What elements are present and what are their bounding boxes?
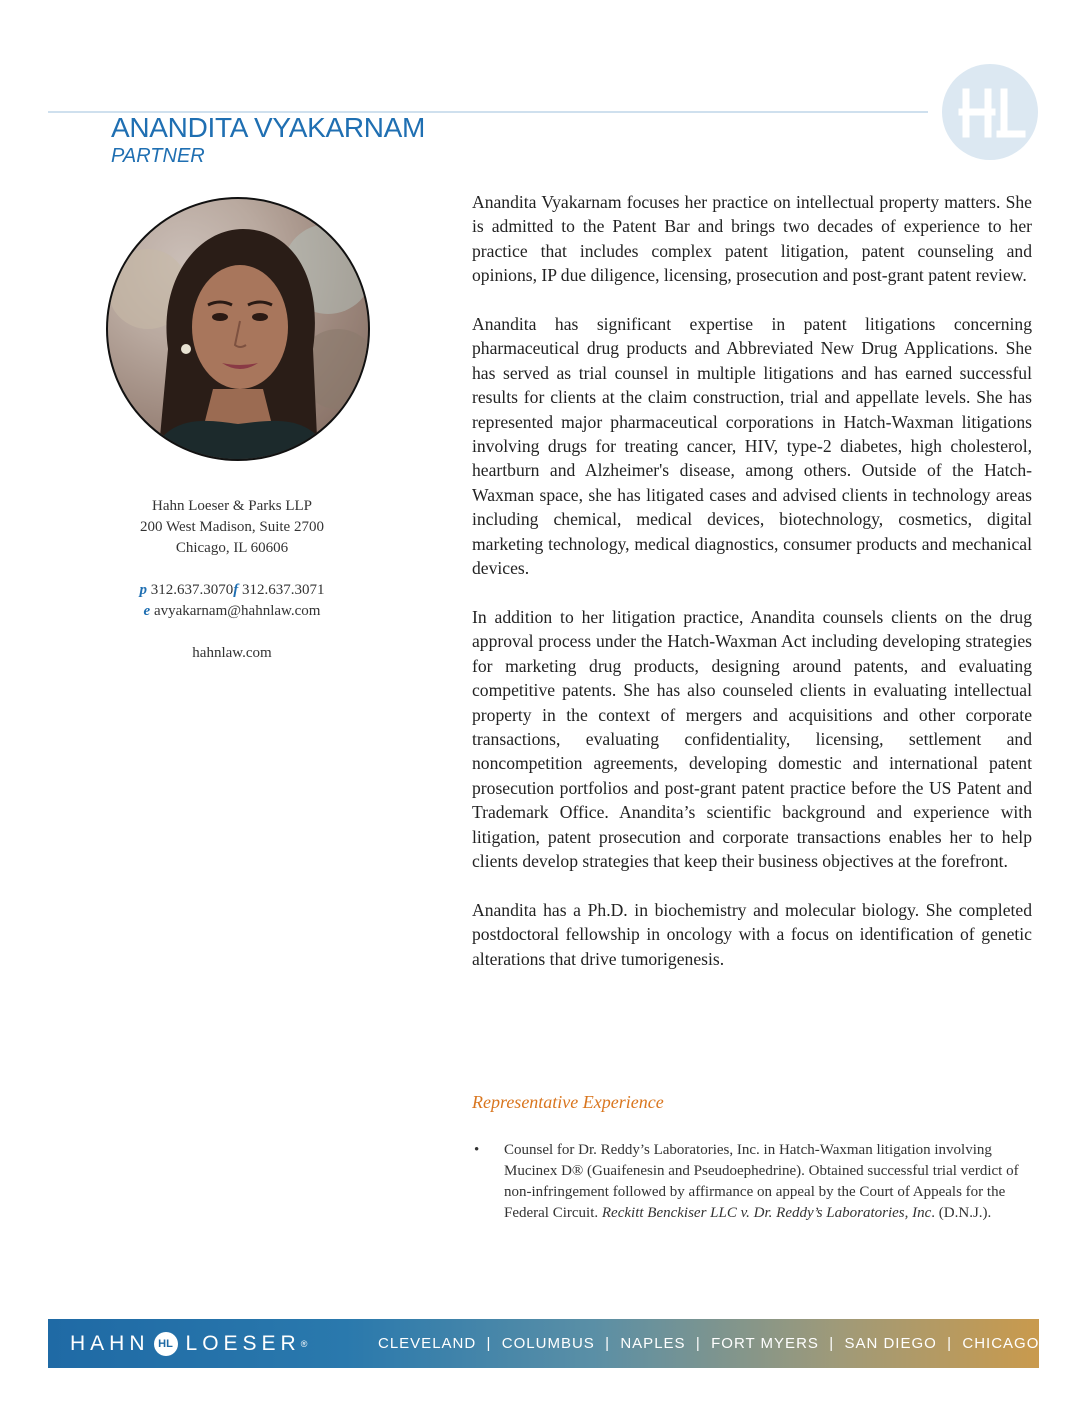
website-link[interactable]: hahnlaw.com [192, 645, 272, 661]
bio-paragraph-4: Anandita has a Ph.D. in biochemistry and molecular biology. She completed postdoctoral fellowship in oncology with a focus on identification of genetic alterations that drive tumorigenesis. [472, 899, 1032, 969]
email-link[interactable]: avyakarnam@hahnlaw.com [153, 603, 321, 619]
phone-label: p [139, 582, 147, 598]
biography [472, 190, 1032, 995]
bio-paragraph-1: Anandita Vyakarnam focuses her practice on intellectual property matters. She is admitted to the Patent Bar and brings two decades of experience to her practice that includes complex patent litigation, patent counseling and opinions, IP due diligence, licensing, prosecution and post-grant patent review. [472, 192, 1032, 286]
bio-paragraph-2: Anandita has significant expertise in patent litigations concerning pharmaceutical drug products and Abbreviated New Drug Applications. She has served as trial counsel in multiple litigations and has earned successful results for clients at the claim construction, trial and appellate levels. She has represented major pharmaceutical corporations in Hatch-Waxman litigations involving drugs for treating cancer, HIV, type-2 diabetes, high cholesterol, heartburn and Alzheimer's disease, among others. Outside of the Hatch-Waxman space, she has litigated cases and advised clients in technology areas including chemical, medical devices, biotechnology, cosmetics, digital marketing technology, medical diagnostics, consumer products and mechanical devices. [472, 314, 1032, 579]
case-court: . (D.N.J.). [931, 1205, 992, 1221]
hl-monogram-icon [942, 64, 1038, 160]
representative-experience-heading: Representative Experience [472, 1092, 664, 1112]
person-title: PARTNER [111, 145, 205, 167]
registered-mark: ® [300, 1339, 308, 1349]
email-label: e [143, 603, 151, 619]
phone-number[interactable]: 312.637.3070 [150, 582, 234, 598]
list-item [472, 1140, 1032, 1224]
footer-banner [48, 1319, 1039, 1368]
bullet-icon: • [474, 1142, 480, 1158]
footer-logo [70, 1332, 307, 1356]
hl-badge-icon: HL [154, 1332, 178, 1356]
footer-office-locations: CLEVELAND | COLUMBUS | NAPLES | FORT MYERS | SAN DIEGO | CHICAGO [378, 1335, 1040, 1352]
fax-number: 312.637.3071 [242, 582, 325, 598]
email-line [96, 601, 368, 622]
phone-fax-line [96, 580, 368, 601]
brand-word-right: LOESER [185, 1332, 301, 1355]
case-name: Reckitt Benckiser LLC v. Dr. Reddy’s Laboratories, Inc [601, 1205, 932, 1221]
address-line-2: Chicago, IL 60606 [175, 540, 289, 556]
portrait-photo [106, 197, 370, 461]
fax-label: f [233, 582, 239, 598]
contact-block [96, 496, 368, 664]
person-name: ANANDITA VYAKARNAM [111, 112, 426, 143]
address-line-1: 200 West Madison, Suite 2700 [140, 519, 324, 535]
representative-experience-list [472, 1140, 1032, 1224]
brand-word-left: HAHN [70, 1332, 150, 1355]
firm-name: Hahn Loeser & Parks LLP [152, 498, 312, 514]
bio-paragraph-3: In addition to her litigation practice, Anandita counsels clients on the drug approval process under the Hatch-Waxman Act including developing strategies for marketing drug products, designing around patents, and evaluating competitive patents. She has also counseled clients in evaluating intellectual property in the context of mergers and acquisitions and other corporate transactions, evaluating confidentiality, licensing, settlement and noncompetition agreements, developing domestic and international patent prosecution portfolios and post-grant patent practice before the US Patent and Trademark Office. Anandita’s scientific background and experience with litigation, patent prosecution and corporate transactions enables her to help clients develop strategies that keep their business objectives at the forefront. [472, 606, 1032, 871]
experience-text: Counsel for Dr. Reddy’s Laboratories, Inc. in Hatch-Waxman litigation involving Mucinex D® (Guaifenesin and Pseudoephedrine). Obtained successful trial verdict of non-infringement followed by affirmance on appeal by the Court of Appeals for the Federal Circuit. [504, 1142, 1019, 1221]
